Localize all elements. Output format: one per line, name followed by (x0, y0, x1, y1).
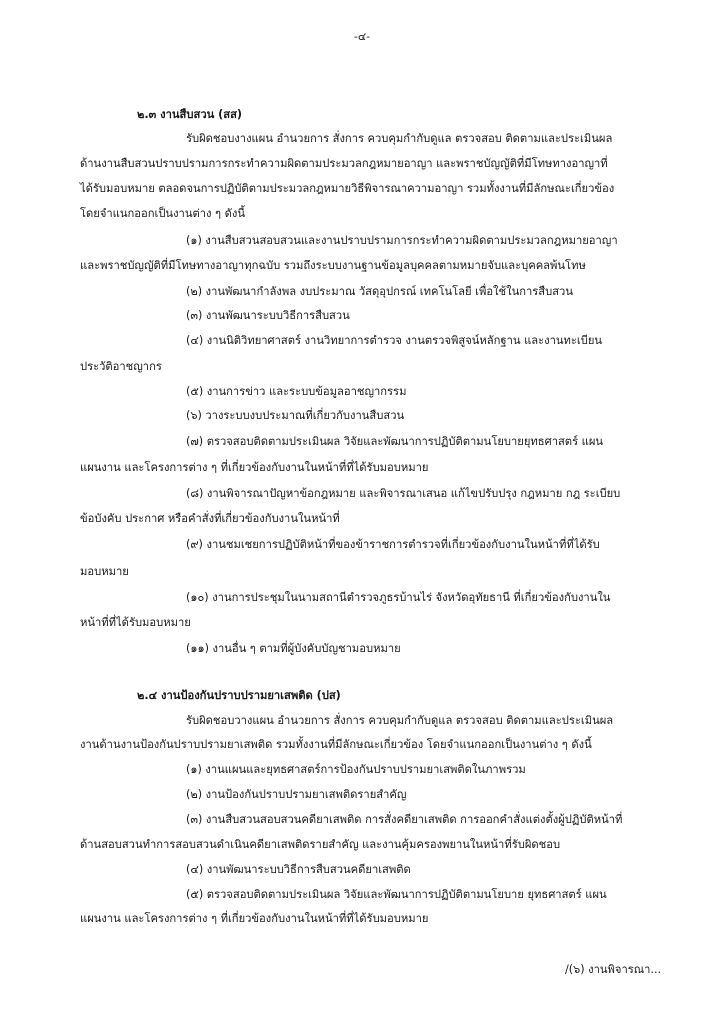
section-heading-2-4: ๒.๔ งานป้องกันปราบปรามยาเสพติด (ปส) (137, 689, 341, 702)
paragraph-line: โดยจำแนกออกเป็นงานต่าง ๆ ดังนี้ (80, 207, 245, 220)
paragraph-line: งานด้านงานป้องกันปราบปรามยาเสพติด รวมทั้งงานที่มีลักษณะเกี่ยวข้อง โดยจำแนกออกเป็นงานต่าง ๆ ดังนี้ (80, 738, 592, 751)
list-item: (๓) งานสืบสวนสอบสวนคดียาเสพติด การสั่งคดียาเสพติด การออกคำสั่งแต่งตั้งผู้ปฏิบัติหน้าที่ (186, 813, 623, 826)
list-item: (๕) งานการข่าว และระบบข้อมูลอาชญากรรม (186, 385, 407, 398)
list-item-cont: ประวัติอาชญากร (80, 360, 162, 373)
list-item-cont: แผนงาน และโครงการต่าง ๆ ที่เกี่ยวข้องกับงานในหน้าที่ที่ได้รับมอบหมาย (80, 461, 429, 474)
paragraph-line: ได้รับมอบหมาย ตลอดจนการปฏิบัติตามประมวลกฎหมายวิธีพิจารณาความอาญา รวมทั้งงานที่มีลักษณะเกี่ยวข้อง (80, 182, 615, 195)
list-item-cont: มอบหมาย (80, 565, 129, 578)
paragraph-line: ด้านงานสืบสวนปราบปรามการกระทำความผิดตามประมวลกฎหมายอาญา และพราชบัญญัติที่มีโทษทางอาญาที่ (80, 157, 608, 170)
list-item: (๑๐) งานการประชุมในนามสถานีตำรวจภูธรบ้านไร่ จังหวัดอุทัยธานี ที่เกี่ยวข้องกับงานใน (186, 591, 611, 604)
section-heading-2-3: ๒.๓ งานสืบสวน (สส) (137, 108, 243, 121)
list-item-cont: ด้านสอบสวนทำการสอบสวนดำเนินคดียาเสพติดรายสำคัญ และงานคุ้มครองพยานในหน้าที่รับผิดชอบ (80, 838, 561, 851)
list-item: (๘) งานพิจารณาปัญหาข้อกฎหมาย และพิจารณาเสนอ แก้ไขปรับปรุง กฎหมาย กฎ ระเบียบ (186, 487, 621, 500)
list-item: (๙) งานชมเชยการปฏิบัติหน้าที่ของข้าราชการตำรวจที่เกี่ยวข้องกับงานในหน้าที่ที่ได้รับ (186, 538, 600, 551)
list-item: (๒) งานพัฒนากำลังพล งบประมาณ วัสดุอุปกรณ์ เทคโนโลยี เพื่อใช้ในการสืบสวน (186, 285, 573, 298)
list-item: (๑๑) งานอื่น ๆ ตามที่ผู้บังคับบัญชามอบหมาย (186, 642, 401, 655)
list-item: (๒) งานป้องกันปราบปรามยาเสพติดรายสำคัญ (186, 788, 407, 801)
paragraph-line: รับผิดชอบวางแผน อำนวยการ สั่งการ ควบคุมกำกับดูแล ตรวจสอบ ติดตามและประเมินผล (186, 714, 614, 727)
list-item-cont: แผนงาน และโครงการต่าง ๆ ที่เกี่ยวข้องกับงานในหน้าที่ที่ได้รับมอบหมาย (80, 912, 429, 925)
list-item: (๕) ตรวจสอบติดตามประเมินผล วิจัยและพัฒนาการปฏิบัติตามนโยบาย ยุทธศาสตร์ แผน (186, 888, 607, 901)
page-number: -๔- (353, 30, 371, 43)
list-item: (๑) งานแผนและยุทธศาสตร์การป้องกันปราบปรามยาเสพติดในภาพรวม (186, 763, 526, 776)
list-item: (๖) วางระบบงบประมาณที่เกี่ยวกับงานสืบสวน (186, 409, 405, 422)
list-item-cont: ข้อบังคับ ประกาศ หรือคำสั่งที่เกี่ยวข้องกับงานในหน้าที่ (80, 512, 340, 525)
list-item: (๔) งานพัฒนาระบบวิธีการสืบสวนคดียาเสพติด (186, 863, 411, 876)
list-item: (๓) งานพัฒนาระบบวิธีการสืบสวน (186, 309, 350, 322)
list-item-cont: หน้าที่ที่ได้รับมอบหมาย (80, 616, 191, 629)
paragraph-line: รับผิดชอบงางแผน อำนวยการ สั่งการ ควบคุมกำกับดูแล ตรวจสอบ ติดตามและประเมินผล (186, 132, 613, 145)
footer-continuation: /(๖) งานพิจารณา... (565, 963, 662, 976)
list-item: (๗) ตรวจสอบติดตามประเมินผล วิจัยและพัฒนาการปฏิบัติตามนโยบายยุทธศาสตร์ แผน (186, 435, 604, 448)
list-item: (๑) งานสืบสวนสอบสวนและงานปราบปรามการกระทำความผิดตามประมวลกฎหมายอาญา (186, 234, 618, 247)
list-item-cont: และพราชบัญญัติที่มีโทษทางอาญาทุกฉบับ รวมถึงระบบงานฐานข้อมูลบุคคลตามหมายจับและบุคคลพ้นโทษ (80, 259, 586, 272)
list-item: (๔) งานนิติวิทยาศาสตร์ งานวิทยาการตำรวจ งานตรวจพิสูจน์หลักฐาน และงานทะเบียน (186, 334, 603, 347)
